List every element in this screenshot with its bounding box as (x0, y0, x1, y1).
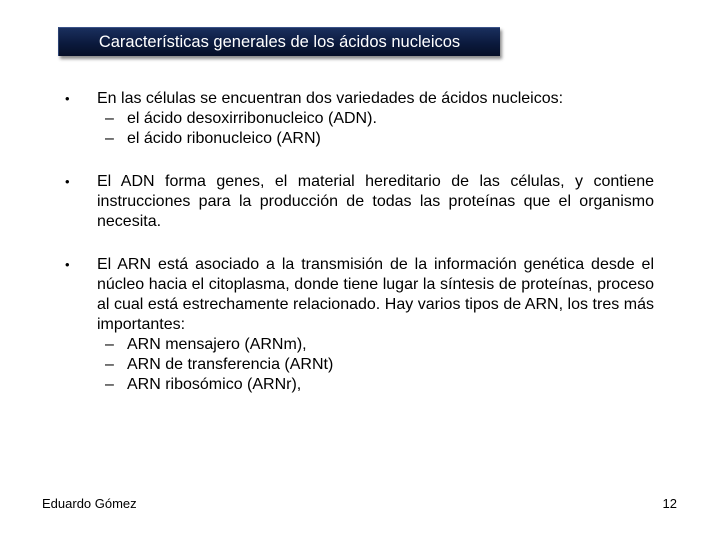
sub-item (97, 335, 654, 355)
sub-item (97, 109, 654, 129)
bullet-text: En las células se encuentran dos variedades de ácidos nucleicos: (97, 90, 564, 107)
bullet-icon: • (65, 91, 70, 106)
sub-item (97, 355, 654, 375)
dash-icon: – (105, 336, 114, 353)
sub-item-text: el ácido desoxirribonucleico (ADN). (127, 110, 377, 127)
content-body (60, 89, 654, 395)
bullet-item (60, 255, 654, 395)
bullet-text: El ADN forma genes, el material hereditario de las células, y contiene instrucciones para la producción de todas las proteínas que el organismo necesita. (97, 173, 654, 230)
dash-icon: – (105, 130, 114, 147)
dash-icon: – (105, 376, 114, 393)
bullet-icon: • (65, 257, 70, 272)
sub-item-text: ARN ribosómico (ARNr), (127, 376, 302, 393)
dash-icon: – (105, 110, 114, 127)
bullet-text: El ARN está asociado a la transmisión de la información genética desde el núcleo hacia el citoplasma, donde tiene lugar la síntesis de proteínas, proceso al cual está estrechamente relacionado. Hay varios tipos de ARN, los tres más importantes: (97, 256, 654, 333)
page-number: 12 (662, 496, 677, 511)
sub-item (97, 375, 654, 395)
sub-list (97, 335, 654, 395)
bullet-icon: • (65, 174, 70, 189)
footer-author: Eduardo Gómez (42, 496, 137, 511)
page-title: Características generales de los ácidos nucleicos (98, 32, 461, 51)
title-banner (58, 27, 500, 56)
dash-icon: – (105, 356, 114, 373)
sub-list (97, 109, 654, 149)
sub-item-text: ARN mensajero (ARNm), (127, 336, 307, 353)
sub-item-text: ARN de transferencia (ARNt) (127, 356, 334, 373)
sub-item (97, 129, 654, 149)
sub-item-text: el ácido ribonucleico (ARN) (127, 130, 321, 147)
bullet-item (60, 89, 654, 149)
bullet-item (60, 172, 654, 232)
